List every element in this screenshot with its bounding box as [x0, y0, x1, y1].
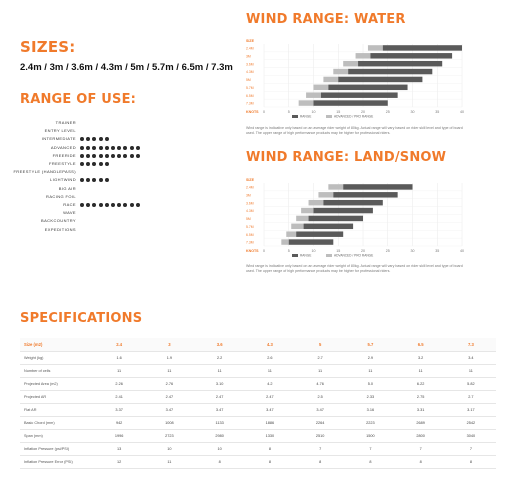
rating-dot	[86, 178, 90, 182]
range-row	[0, 161, 230, 168]
range-row	[0, 194, 230, 201]
bar-advanced-range	[296, 216, 308, 221]
axis-top-label: SIZE	[246, 39, 254, 43]
range-row	[0, 202, 230, 209]
range-label: BIG AIR	[58, 185, 76, 191]
table-cell: 2.7	[295, 352, 345, 365]
table-cell: 1133	[195, 417, 245, 430]
column-header: Size (m2)	[20, 338, 94, 352]
table-cell: 8	[446, 456, 496, 469]
range-label: RACE	[63, 202, 76, 207]
rating-dot	[80, 146, 84, 150]
specifications-table	[20, 338, 496, 469]
row-label: Inflation Pressure (psi/PSI)	[20, 443, 94, 456]
category-label: 3M	[246, 193, 251, 198]
rating-dot	[80, 162, 84, 166]
rating-dot	[99, 137, 103, 141]
wind-range-water-note: Wind range is indicative only based on an average rider weight of 80kg. Actual range will vary based on rider skill level and type of board used. The upper range of high performance products may be higher for professional riders.	[246, 126, 463, 135]
bar-advanced-range	[309, 200, 324, 205]
table-cell: 3.47	[245, 404, 295, 417]
table-cell: 2.76	[144, 378, 194, 391]
x-tick-label: 10	[311, 110, 316, 114]
rating-dot	[80, 154, 84, 158]
bar-advanced-range	[299, 100, 314, 105]
legend-label: RANGE	[300, 253, 312, 258]
category-label: 5M	[246, 78, 251, 83]
table-cell: 6.22	[396, 378, 446, 391]
table-cell: 8	[245, 443, 295, 456]
rating-dot	[92, 162, 96, 166]
rating-dot	[86, 203, 90, 207]
bar-range	[314, 208, 373, 213]
column-header: 4.3	[245, 338, 295, 352]
table-cell: 3.47	[295, 404, 345, 417]
range-label: TRAINER	[55, 120, 76, 125]
rating-dot	[136, 203, 140, 207]
table-cell: 3.4	[446, 352, 496, 365]
range-row	[0, 128, 230, 135]
rating-dot	[92, 178, 96, 182]
range-label: FREESTYLE	[49, 161, 76, 166]
rating-dot	[92, 154, 96, 158]
x-tick-label: 35	[435, 249, 440, 253]
rating-dot	[111, 146, 115, 150]
rating-dot	[99, 203, 103, 207]
rating-dot	[80, 178, 84, 182]
rating-dot	[105, 137, 109, 141]
table-cell: 11	[195, 365, 245, 378]
bar-advanced-range	[314, 85, 329, 90]
column-header: 5.7	[345, 338, 395, 352]
row-label: Flat AR	[20, 404, 94, 417]
table-cell: 2.9	[345, 352, 395, 365]
rating-dot	[92, 203, 96, 207]
bar-range	[333, 192, 397, 197]
rating-dot	[86, 146, 90, 150]
x-tick-label: 40	[460, 249, 464, 253]
range-row	[0, 186, 230, 193]
table-cell: 1.6	[94, 352, 144, 365]
legend-swatch-advanced	[326, 115, 332, 118]
row-label: Inflation Pressure Error (PSI)	[20, 456, 94, 469]
table-row	[20, 417, 496, 430]
range-of-use-list	[0, 120, 240, 250]
bar-range	[370, 53, 452, 58]
table-row	[20, 443, 496, 456]
table-cell: 4.76	[295, 378, 345, 391]
category-label: 4.3M	[246, 70, 254, 75]
column-header: 6.5	[396, 338, 446, 352]
table-cell: 2723	[144, 430, 194, 443]
x-tick-label: 5	[287, 249, 290, 253]
range-label: RACING FOIL	[46, 193, 76, 199]
table-cell: 8	[295, 456, 345, 469]
legend-swatch-advanced	[326, 254, 332, 257]
table-cell: 2.47	[245, 391, 295, 404]
range-row	[0, 169, 230, 176]
wind-range-water-title: WIND RANGE: WATER	[246, 12, 406, 27]
table-cell: 2.75	[396, 391, 446, 404]
specifications-heading: SPECIFICATIONS	[20, 311, 143, 326]
table-cell: 5.0	[345, 378, 395, 391]
table-cell: 1500	[345, 430, 395, 443]
bar-advanced-range	[343, 61, 358, 66]
table-cell: 11	[144, 456, 194, 469]
category-label: 7.3M	[246, 101, 254, 106]
bar-range	[348, 69, 432, 74]
table-cell: 3.47	[144, 404, 194, 417]
category-label: 5M	[246, 217, 251, 222]
x-tick-label: 20	[361, 249, 365, 253]
x-tick-label: 10	[311, 249, 316, 253]
x-tick-label: 35	[435, 110, 440, 114]
rating-dot	[130, 154, 134, 158]
table-cell: 7	[446, 443, 496, 456]
rating-dot	[86, 154, 90, 158]
rating-dot	[136, 154, 140, 158]
range-label: BACKCOUNTRY	[41, 218, 76, 224]
bar-range	[358, 61, 442, 66]
legend-label: RANGE	[300, 114, 312, 119]
bar-advanced-range	[318, 192, 333, 197]
table-cell: 2.47	[144, 391, 194, 404]
specifications-header-row	[20, 338, 496, 352]
table-cell: 8	[396, 456, 446, 469]
x-axis-label: KNOTS	[246, 249, 259, 253]
x-tick-label: 0	[263, 110, 265, 114]
rating-dot	[105, 203, 109, 207]
table-cell: 2.6	[245, 352, 295, 365]
rating-dot	[130, 203, 134, 207]
table-cell: 5.82	[446, 378, 496, 391]
bar-range	[338, 77, 422, 82]
table-cell: 11	[245, 365, 295, 378]
bar-advanced-range	[333, 69, 348, 74]
table-row	[20, 456, 496, 469]
rating-dot	[99, 162, 103, 166]
bar-range	[383, 45, 462, 50]
row-label: Number of cells	[20, 365, 94, 378]
table-cell: 11	[144, 365, 194, 378]
table-cell: 3.17	[446, 404, 496, 417]
legend-label: ADVANCED / PRO RANGE	[334, 253, 374, 258]
category-label: 3M	[246, 54, 251, 59]
bar-range	[343, 184, 412, 189]
legend-swatch-range	[292, 115, 298, 118]
range-label: EXPEDITIONS	[44, 226, 76, 232]
range-label: FREERIDE	[52, 152, 76, 158]
bar-advanced-range	[328, 184, 343, 189]
column-header: 5	[295, 338, 345, 352]
range-label: LIGHTWIND	[49, 177, 76, 183]
x-tick-label: 25	[385, 110, 390, 114]
table-cell: 3.16	[345, 404, 395, 417]
bar-advanced-range	[281, 239, 288, 244]
rating-dot	[92, 137, 96, 141]
table-cell: 11	[295, 365, 345, 378]
row-label: Basic Chord (mm)	[20, 417, 94, 430]
bar-range	[304, 224, 354, 229]
table-cell: 11	[446, 365, 496, 378]
table-cell: 2223	[345, 417, 395, 430]
bar-range	[323, 200, 382, 205]
table-cell: 2.33	[345, 391, 395, 404]
table-cell: 3.2	[396, 352, 446, 365]
bar-range	[314, 100, 388, 105]
category-label: 3.6M	[246, 201, 254, 206]
table-row	[20, 404, 496, 417]
column-header: 3.6	[195, 338, 245, 352]
row-label: Weight (kg)	[20, 352, 94, 365]
table-cell: 3040	[446, 430, 496, 443]
table-cell: 3.10	[195, 378, 245, 391]
rating-dot	[86, 162, 90, 166]
category-label: 5.7M	[246, 85, 254, 90]
x-tick-label: 30	[410, 110, 415, 114]
table-cell: 2.41	[94, 391, 144, 404]
category-label: 5.7M	[246, 224, 254, 229]
category-label: 2.4M	[246, 185, 254, 190]
table-row	[20, 365, 496, 378]
range-row	[0, 210, 230, 217]
column-header: 2.4	[94, 338, 144, 352]
table-row	[20, 352, 496, 365]
table-cell: 2542	[446, 417, 496, 430]
range-label: INTERMEDIATE	[41, 136, 76, 142]
row-label: Span (mm)	[20, 430, 94, 443]
rating-dot	[136, 146, 140, 150]
rating-dot	[130, 146, 134, 150]
table-cell: 1996	[94, 430, 144, 443]
table-cell: 7	[396, 443, 446, 456]
rating-dot	[99, 178, 103, 182]
wind-range-land-title: WIND RANGE: LAND/SNOW	[246, 150, 447, 165]
table-row	[20, 378, 496, 391]
table-cell: 8	[345, 456, 395, 469]
rating-dot	[117, 154, 121, 158]
wind-range-land-note: Wind range is indicative only based on an average rider weight of 80kg. Actual range will vary based on rider skill level and type of board used. The upper range of high performance products may be higher for professional riders.	[246, 264, 463, 273]
rating-dot	[105, 162, 109, 166]
category-label: 4.3M	[246, 209, 254, 214]
rating-dot	[80, 203, 84, 207]
row-label: Projected AR	[20, 391, 94, 404]
x-tick-label: 15	[336, 249, 341, 253]
table-cell: 2980	[195, 430, 245, 443]
table-cell: 2.5	[295, 391, 345, 404]
sizes-list: 2.4m / 3m / 3.6m / 4.3m / 5m / 5.7m / 6.5m / 7.3m	[20, 62, 233, 73]
bar-advanced-range	[323, 77, 338, 82]
x-axis-label: KNOTS	[246, 110, 259, 114]
bar-range	[296, 231, 343, 236]
x-tick-label: 5	[287, 110, 290, 114]
table-cell: 8	[195, 456, 245, 469]
wind-range-water-chart	[244, 37, 469, 123]
table-cell: 2.2	[195, 352, 245, 365]
table-cell: 12	[94, 456, 144, 469]
category-label: 7.3M	[246, 240, 254, 245]
table-cell: 13	[94, 443, 144, 456]
table-cell: 8	[245, 456, 295, 469]
column-header: 3	[144, 338, 194, 352]
bar-range	[321, 92, 398, 97]
wind-range-land-chart	[244, 176, 469, 262]
table-cell: 1008	[144, 417, 194, 430]
legend-label: ADVANCED / PRO RANGE	[334, 114, 374, 119]
table-cell: 11	[94, 365, 144, 378]
x-tick-label: 0	[263, 249, 265, 253]
table-cell: 1886	[245, 417, 295, 430]
table-cell: 11	[396, 365, 446, 378]
range-row	[0, 145, 230, 152]
bar-range	[309, 216, 363, 221]
bar-range	[289, 239, 334, 244]
bar-advanced-range	[301, 208, 313, 213]
table-cell: 4.2	[245, 378, 295, 391]
table-cell: 7	[345, 443, 395, 456]
range-row	[0, 153, 230, 160]
range-row	[0, 177, 230, 184]
x-tick-label: 15	[336, 110, 341, 114]
bar-range	[328, 85, 407, 90]
bar-advanced-range	[356, 53, 371, 58]
table-cell: 2.47	[195, 391, 245, 404]
category-label: 3.6M	[246, 62, 254, 67]
range-of-use-heading: RANGE OF USE:	[20, 92, 137, 107]
table-cell: 942	[94, 417, 144, 430]
rating-dot	[99, 154, 103, 158]
table-cell: 2800	[396, 430, 446, 443]
table-cell: 2689	[396, 417, 446, 430]
range-row	[0, 227, 230, 234]
sizes-heading: SIZES:	[20, 38, 76, 56]
table-cell: 3.47	[195, 404, 245, 417]
rating-dot	[117, 146, 121, 150]
range-row	[0, 136, 230, 143]
bar-advanced-range	[291, 224, 303, 229]
bar-advanced-range	[368, 45, 383, 50]
table-cell: 1.9	[144, 352, 194, 365]
table-cell: 7	[295, 443, 345, 456]
table-row	[20, 391, 496, 404]
range-label: ENTRY LEVEL	[44, 128, 76, 134]
bar-advanced-range	[286, 231, 296, 236]
axis-top-label: SIZE	[246, 178, 254, 182]
table-cell: 11	[345, 365, 395, 378]
table-cell: 3.37	[94, 404, 144, 417]
bar-advanced-range	[306, 92, 321, 97]
table-cell: 3.31	[396, 404, 446, 417]
range-label: ADVANCED	[50, 144, 76, 150]
x-tick-label: 40	[460, 110, 464, 114]
row-label: Projected Area (m2)	[20, 378, 94, 391]
rating-dot	[123, 154, 127, 158]
category-label: 6.5M	[246, 232, 254, 237]
rating-dot	[92, 146, 96, 150]
category-label: 6.5M	[246, 93, 254, 98]
table-cell: 2.7	[446, 391, 496, 404]
x-tick-label: 30	[410, 249, 415, 253]
rating-dot	[105, 178, 109, 182]
rating-dot	[117, 203, 121, 207]
rating-dot	[86, 137, 90, 141]
x-tick-label: 20	[361, 110, 365, 114]
table-cell: 2.26	[94, 378, 144, 391]
table-cell: 2510	[295, 430, 345, 443]
table-row	[20, 430, 496, 443]
category-label: 2.4M	[246, 46, 254, 51]
column-header: 7.3	[446, 338, 496, 352]
range-row	[0, 120, 230, 127]
rating-dot	[111, 203, 115, 207]
rating-dot	[111, 154, 115, 158]
table-cell: 1330	[245, 430, 295, 443]
legend-swatch-range	[292, 254, 298, 257]
x-tick-label: 25	[385, 249, 390, 253]
rating-dot	[99, 146, 103, 150]
rating-dot	[123, 203, 127, 207]
table-cell: 10	[144, 443, 194, 456]
rating-dot	[123, 146, 127, 150]
rating-dot	[80, 137, 84, 141]
rating-dot	[105, 154, 109, 158]
table-cell: 10	[195, 443, 245, 456]
table-cell: 2264	[295, 417, 345, 430]
rating-dot	[105, 146, 109, 150]
range-row	[0, 218, 230, 225]
range-label: WAVE	[63, 210, 76, 216]
range-label: FREESTYLE (HANDLEPASS)	[13, 169, 76, 175]
